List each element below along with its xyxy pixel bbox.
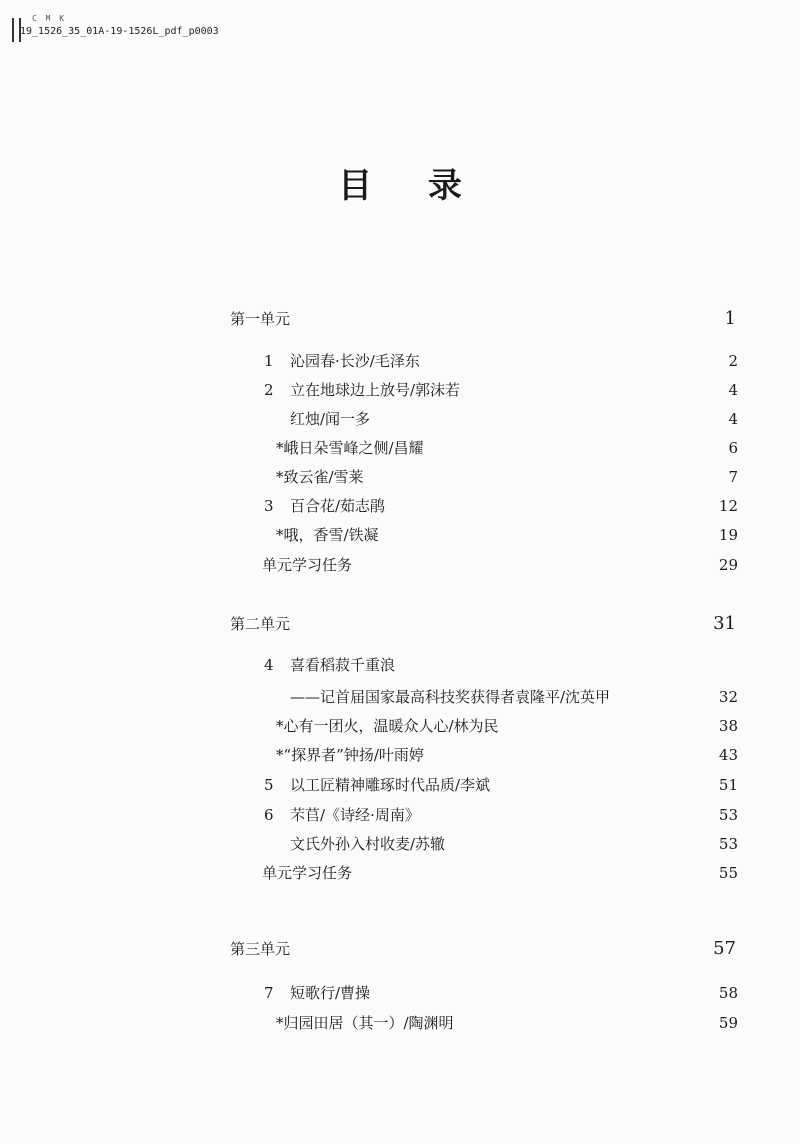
toc-entry-title: 沁园春·长沙/毛泽东 [290,352,420,370]
toc-entry-row [0,653,738,677]
toc-entry-row [0,773,738,797]
toc-page-number: 19 [718,526,738,544]
toc-page-number: 4 [728,410,738,428]
file-name-label: 19_1526_35_01A-19-1526L_pdf_p0003 [20,26,219,37]
toc-page-number: 6 [728,439,738,457]
toc-entry-title: *致云雀/雪莱 [276,468,364,486]
toc-entry-title: 立在地球边上放号/郭沫若 [290,381,461,399]
toc-entry-title: *“探界者”钟扬/叶雨婷 [276,746,424,764]
toc-entry-row [0,803,738,827]
toc-entry-number: 6 [264,806,274,824]
toc-page-number: 58 [718,984,738,1002]
toc-entry-number: 2 [264,381,274,399]
toc-entry-row [0,465,738,489]
toc-entry-row [0,494,738,518]
toc-unit-title: 第一单元 [230,310,291,328]
toc-entry-title: 文氏外孙入村收麦/苏辙 [290,835,446,853]
toc-entry-title: 短歌行/曹操 [290,984,371,1002]
toc-page-number: 38 [718,717,738,735]
toc-entry-number: 4 [264,656,274,674]
color-mark-label: C M K [32,14,67,23]
toc-entry-row [0,436,738,460]
toc-entry-number: 3 [264,497,274,515]
toc-page-number: 43 [718,746,738,764]
toc-unit-row [0,937,736,961]
toc-entry-title: 喜看稻菽千重浪 [290,656,396,674]
toc-entry-number: 5 [264,776,274,794]
toc-entry-title: 百合花/茹志鹃 [290,497,386,515]
toc-page-number: 29 [718,556,738,574]
toc-page-number: 59 [718,1014,738,1032]
toc-entry-row [0,981,738,1005]
toc-page-number: 12 [718,497,738,515]
toc-entry-number: 1 [264,352,274,370]
toc-entry-row [0,553,738,577]
toc-entry-row [0,407,738,431]
toc-page-number: 57 [713,938,736,959]
toc-page-number: 53 [718,806,738,824]
toc-page-number: 1 [724,308,736,329]
toc-page-number: 53 [718,835,738,853]
toc-entry-row [0,349,738,373]
toc-entry-row [0,743,738,767]
toc-entry-title: ——记首届国家最高科技奖获得者袁隆平/沈英甲 [290,688,611,706]
toc-entry-row [0,685,738,709]
toc-entry-row [0,378,738,402]
toc-unit-title: 第二单元 [230,615,291,633]
toc-entry-row [0,861,738,885]
toc-page-number: 2 [728,352,738,370]
toc-page-number: 51 [718,776,738,794]
toc-entry-row [0,1011,738,1035]
toc-entry-title: 红烛/闻一多 [290,410,371,428]
toc-page-number: 55 [718,864,738,882]
toc-entry-title: 单元学习任务 [262,864,353,882]
toc-page-number: 31 [713,613,736,634]
toc-unit-title: 第三单元 [230,940,291,958]
toc-page-number: 4 [728,381,738,399]
toc-entry-title: *峨日朵雪峰之侧/昌耀 [276,439,424,457]
toc-unit-row [0,612,736,636]
toc-entry-title: *归园田居（其一）/陶渊明 [276,1014,454,1032]
toc-entry-number: 7 [264,984,274,1002]
toc-entry-row [0,523,738,547]
toc-unit-row [0,307,736,331]
toc-entry-title: 芣苢/《诗经·周南》 [290,806,420,824]
toc-entry-title: *哦，香雪/铁凝 [276,526,379,544]
toc-entry-row [0,832,738,856]
page-title: 目 录 [338,166,484,206]
toc-page-number: 32 [718,688,738,706]
toc-entry-row [0,714,738,738]
toc-entry-title: 单元学习任务 [262,556,353,574]
toc-page-number: 7 [728,468,738,486]
toc-entry-title: *心有一团火，温暖众人心/林为民 [276,717,499,735]
toc-entry-title: 以工匠精神雕琢时代品质/李斌 [290,776,491,794]
